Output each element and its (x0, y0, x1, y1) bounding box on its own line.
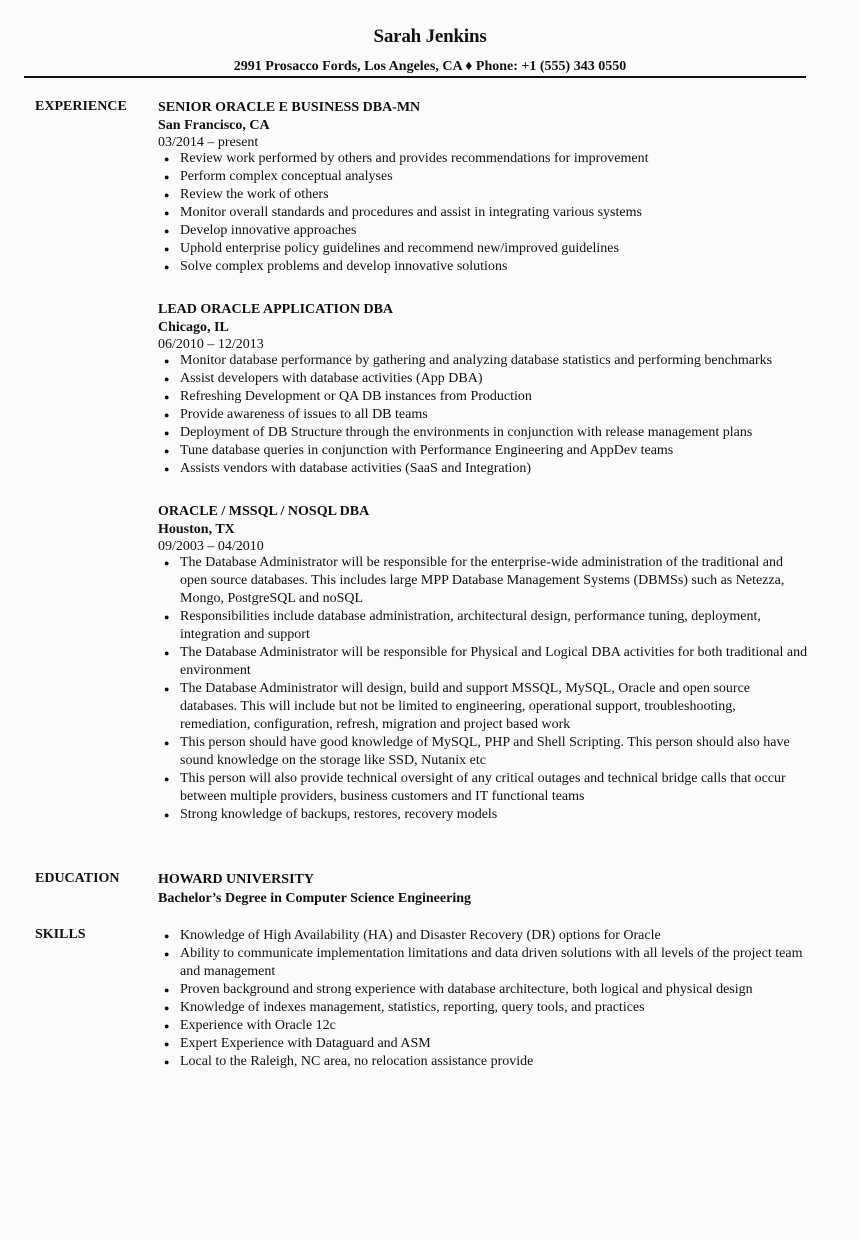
bullet-item (158, 168, 808, 186)
job-location: Houston, TX (158, 522, 235, 537)
bullet-icon: ● (164, 244, 170, 254)
section-label-experience: EXPERIENCE (35, 99, 127, 114)
bullet-text: Perform complex conceptual analyses (180, 169, 393, 184)
bullet-text: Uphold enterprise policy guidelines and recommend new/improved guidelines (180, 241, 619, 256)
bullet-icon: ● (164, 931, 170, 941)
job-location: Chicago, IL (158, 320, 229, 335)
bullet-icon: ● (164, 985, 170, 995)
bullet-icon: ● (164, 226, 170, 236)
bullet-icon: ● (164, 356, 170, 366)
education-body (158, 871, 808, 909)
bullet-item (158, 680, 808, 734)
bullet-icon: ● (164, 810, 170, 820)
job-title: LEAD ORACLE APPLICATION DBA (158, 302, 394, 317)
bullet-icon: ● (164, 684, 170, 694)
bullet-icon: ● (164, 154, 170, 164)
bullet-icon: ● (164, 190, 170, 200)
bullet-text: Assist developers with database activities (App DBA) (180, 371, 483, 386)
school-name: HOWARD UNIVERSITY (158, 872, 314, 887)
bullet-item (158, 1035, 808, 1053)
bullet-item (158, 442, 808, 460)
section-label-skills: SKILLS (35, 927, 86, 942)
job-title: SENIOR ORACLE E BUSINESS DBA-MN (158, 100, 421, 115)
job-title: ORACLE / MSSQL / NOSQL DBA (158, 504, 370, 519)
bullet-icon: ● (164, 392, 170, 402)
bullet-text: Monitor overall standards and procedures and assist in integrating various systems (180, 205, 642, 220)
bullet-text: Expert Experience with Dataguard and ASM (180, 1036, 431, 1051)
job-location: San Francisco, CA (158, 118, 270, 133)
bullet-text: Local to the Raleigh, NC area, no relocation assistance provide (180, 1054, 534, 1069)
job-dates: 06/2010 – 12/2013 (158, 337, 264, 352)
bullet-icon: ● (164, 1021, 170, 1031)
job-entry (158, 99, 808, 276)
bullet-item (158, 222, 808, 240)
contact-line: 2991 Prosacco Fords, Los Angeles, CA ♦ Phone: +1 (555) 343 0550 (233, 59, 627, 74)
bullet-icon: ● (164, 410, 170, 420)
degree: Bachelor’s Degree in Computer Science Engineering (158, 891, 472, 906)
bullet-icon: ● (164, 1039, 170, 1049)
job-bullets (158, 150, 808, 276)
bullet-text: The Database Administrator will design, build and support MSSQL, MySQL, Oracle and open source databases. This will include but not be limited to engineering, operational support, troubleshooting, remediation, configuration, refresh, migration and project based work (180, 681, 751, 732)
bullet-text: The Database Administrator will be responsible for the enterprise-wide administration of the traditional and open source databases. This includes large MPP Database Management Systems (DBMSs) such as Netezza, Mongo, PostgreSQL and noSQL (180, 555, 785, 606)
bullet-item (158, 554, 808, 608)
bullet-text: Experience with Oracle 12c (180, 1018, 336, 1033)
bullet-text: Knowledge of indexes management, statistics, reporting, query tools, and practices (180, 1000, 645, 1015)
bullet-icon: ● (164, 1057, 170, 1067)
bullet-text: Assists vendors with database activities (SaaS and Integration) (180, 461, 532, 476)
bullet-item (158, 1053, 808, 1071)
candidate-name: Sarah Jenkins (373, 26, 487, 47)
bullet-item (158, 186, 808, 204)
bullet-item (158, 424, 808, 442)
bullet-icon: ● (164, 558, 170, 568)
bullet-icon: ● (164, 648, 170, 658)
bullet-text: Proven background and strong experience with database architecture, both logical and physical design (180, 982, 753, 997)
bullet-item (158, 945, 808, 981)
bullet-icon: ● (164, 738, 170, 748)
bullet-item (158, 1017, 808, 1035)
bullet-icon: ● (164, 464, 170, 474)
section-label-education: EDUCATION (35, 871, 120, 886)
bullet-text: Strong knowledge of backups, restores, recovery models (180, 807, 498, 822)
bullet-item (158, 644, 808, 680)
bullet-text: Solve complex problems and develop innovative solutions (180, 259, 508, 274)
bullet-icon: ● (164, 949, 170, 959)
bullet-text: Monitor database performance by gathering and analyzing database statistics and performing benchmarks (180, 353, 773, 368)
bullet-icon: ● (164, 208, 170, 218)
bullet-icon: ● (164, 428, 170, 438)
bullet-item (158, 608, 808, 644)
bullet-item (158, 999, 808, 1017)
bullet-text: Refreshing Development or QA DB instances from Production (180, 389, 532, 404)
bullet-item (158, 370, 808, 388)
bullet-item (158, 770, 808, 806)
bullet-text: Provide awareness of issues to all DB teams (180, 407, 428, 422)
bullet-icon: ● (164, 1003, 170, 1013)
bullet-icon: ● (164, 774, 170, 784)
bullet-item (158, 352, 808, 370)
bullet-item (158, 388, 808, 406)
experience-body (158, 99, 808, 842)
bullet-icon: ● (164, 446, 170, 456)
skills-body (158, 927, 808, 1071)
job-bullets (158, 554, 808, 824)
bullet-text: Develop innovative approaches (180, 223, 357, 238)
bullet-item (158, 734, 808, 770)
bullet-text: The Database Administrator will be responsible for Physical and Logical DBA activities for both traditional and environment (180, 645, 808, 678)
header-divider (24, 76, 806, 78)
bullet-text: Responsibilities include database administration, architectural design, performance tuning, deployment, integration and support (180, 609, 761, 642)
bullet-text: Ability to communicate implementation limitations and data driven solutions with all levels of the project team and management (180, 946, 803, 979)
bullet-text: Review work performed by others and provides recommendations for improvement (180, 151, 649, 166)
bullet-item (158, 204, 808, 222)
job-entry (158, 503, 808, 824)
bullet-item (158, 406, 808, 424)
bullet-icon: ● (164, 612, 170, 622)
bullet-item (158, 150, 808, 168)
bullet-item (158, 927, 808, 945)
bullet-icon: ● (164, 172, 170, 182)
job-dates: 09/2003 – 04/2010 (158, 539, 264, 554)
job-entry (158, 301, 808, 478)
bullet-item (158, 240, 808, 258)
bullet-text: Knowledge of High Availability (HA) and Disaster Recovery (DR) options for Oracle (180, 928, 661, 943)
bullet-item (158, 460, 808, 478)
bullet-icon: ● (164, 374, 170, 384)
bullet-text: Review the work of others (180, 187, 329, 202)
bullet-item (158, 258, 808, 276)
job-dates: 03/2014 – present (158, 135, 259, 150)
bullet-text: This person should have good knowledge of MySQL, PHP and Shell Scripting. This person should also have sound knowledge on the storage like SSD, Nutanix etc (180, 735, 790, 768)
bullet-text: This person will also provide technical oversight of any critical outages and technical bridge calls that occur between multiple providers, business customers and IT functional teams (180, 771, 786, 804)
job-bullets (158, 352, 808, 478)
bullet-item (158, 806, 808, 824)
bullet-text: Tune database queries in conjunction with Performance Engineering and AppDev teams (180, 443, 674, 458)
skills-list (158, 927, 808, 1071)
bullet-item (158, 981, 808, 999)
bullet-text: Deployment of DB Structure through the environments in conjunction with release management plans (180, 425, 753, 440)
bullet-icon: ● (164, 262, 170, 272)
